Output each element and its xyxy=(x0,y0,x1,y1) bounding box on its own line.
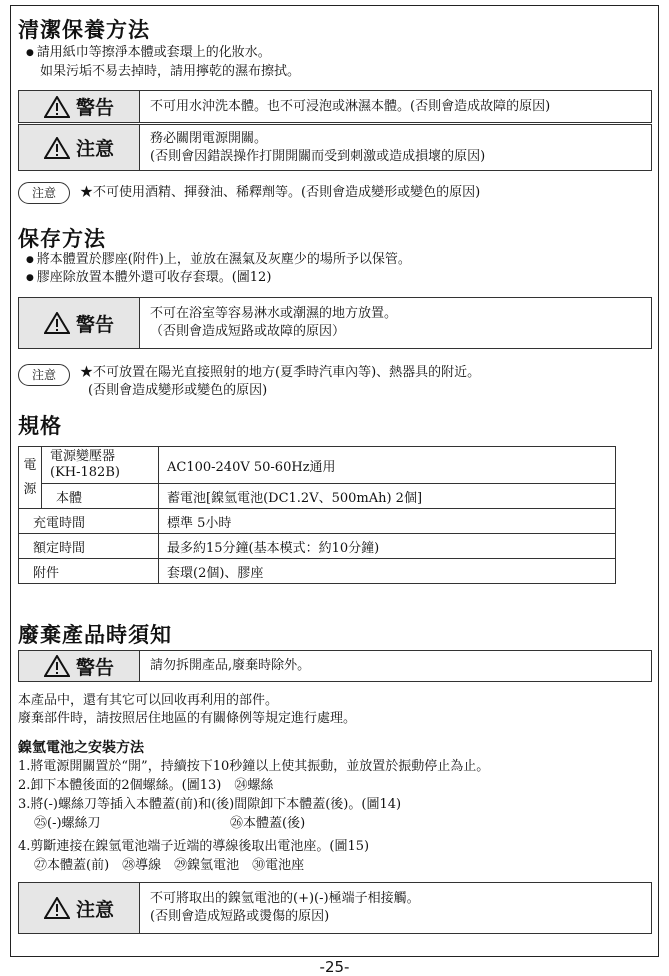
step-4: 4.剪斷連接在鎳氫電池端子近端的導線後取出電池座。(圖15) xyxy=(18,839,370,854)
adapter-model: (KH-182B) xyxy=(50,465,120,480)
accessory-value: 套環(2個)、膠座 xyxy=(159,559,616,584)
rated-value: 最多約15分鐘(基本模式：約10分鐘) xyxy=(159,534,616,559)
spec-table xyxy=(18,446,616,584)
caution-label xyxy=(19,125,140,170)
storage-warning-text-1: 不可在浴室等容易淋水或潮濕的地方放置。 xyxy=(150,306,398,321)
step-3-item-a: ㉕(-)螺絲刀 xyxy=(34,816,101,831)
caution-label-text: 注意 xyxy=(75,138,114,160)
warning-label xyxy=(19,651,140,681)
clean-caution-box xyxy=(18,124,652,171)
storage-title: 保存方法 xyxy=(18,227,106,251)
clean-note-badge: 注意 xyxy=(18,182,70,204)
warning-label-text: 警告 xyxy=(75,656,114,679)
adapter-label: 電源變壓器 xyxy=(50,449,116,464)
power-label-cell xyxy=(19,447,42,509)
clean-warning-box xyxy=(18,90,652,123)
body-value: 蓄電池[鎳氫電池(DC1.2V、500mAh) 2個] xyxy=(159,484,616,509)
storage-warning-box xyxy=(18,297,652,349)
adapter-label-cell xyxy=(42,447,159,484)
power-label-1: 電 xyxy=(23,457,37,473)
warning-triangle-icon xyxy=(44,312,70,334)
disposal-caution-text-2: (否則會造成短路或燙傷的原因) xyxy=(150,909,330,924)
disposal-caution-box xyxy=(18,882,652,934)
warning-label xyxy=(19,298,140,348)
storage-line-1: ● 將本體置於膠座(附件)上，並放在濕氣及灰塵少的場所予以保管。 xyxy=(26,251,411,269)
caution-triangle-icon xyxy=(44,897,70,919)
charge-value: 標準 5小時 xyxy=(159,509,616,534)
charge-label: 充電時間 xyxy=(19,509,159,534)
disposal-line-2: 廢棄部件時，請按照居住地區的有關條例等規定進行處理。 xyxy=(18,711,357,726)
caution-label-text: 注意 xyxy=(75,898,114,921)
caution-label xyxy=(19,883,140,933)
disposal-title: 廢棄產品時須知 xyxy=(18,623,172,647)
caution-triangle-icon xyxy=(44,137,70,159)
warning-label xyxy=(19,91,140,122)
clean-caution-text-1: 務必關閉電源開關。 xyxy=(150,130,268,146)
step-2: 2.卸下本體後面的2個螺絲。(圖13) ㉔螺絲 xyxy=(18,778,274,793)
disposal-caution-text-1: 不可將取出的鎳氫電池的(+)(-)極端子相接觸。 xyxy=(150,891,420,906)
step-1: 1.將電源開關置於“開”，持續按下10秒鐘以上使其振動，並放置於振動停止為止。 xyxy=(18,759,490,774)
disposal-line-1: 本產品中，還有其它可以回收再利用的部件。 xyxy=(18,693,279,708)
clean-line-1: ● 請用紙巾等擦淨本體或套環上的化妝水。 xyxy=(26,44,271,62)
accessory-label: 附件 xyxy=(19,559,159,584)
disposal-warning-box xyxy=(18,650,652,682)
warning-triangle-icon xyxy=(44,96,70,118)
warning-label-text: 警告 xyxy=(75,313,114,336)
clean-note-text: ★不可使用酒精、揮發油、稀釋劑等。(否則會造成變形或變色的原因) xyxy=(80,185,481,200)
adapter-value: AC100-240V 50-60Hz通用 xyxy=(159,447,616,484)
step-4-items: ㉗本體蓋(前) ㉘導線 ㉙鎳氫電池 ㉚電池座 xyxy=(34,858,305,873)
storage-note-text-2: (否則會造成變形或變色的原因) xyxy=(88,383,268,398)
disposal-warning-text: 請勿拆開產品,廢棄時除外。 xyxy=(150,658,311,673)
warning-triangle-icon xyxy=(44,655,70,677)
warning-label-text: 警告 xyxy=(75,97,114,119)
storage-note-text-1: ★不可放置在陽光直接照射的地方(夏季時汽車內等)、熱器具的附近。 xyxy=(80,365,481,380)
rated-label: 額定時間 xyxy=(19,534,159,559)
page-number: -25- xyxy=(319,958,350,976)
clean-caution-text-2: (否則會因錯誤操作打開開關而受到刺激或造成損壞的原因) xyxy=(150,148,486,164)
step-3: 3.將(-)螺絲刀等插入本體蓋(前)和(後)間隙卸下本體蓋(後)。(圖14) xyxy=(18,797,402,812)
power-label-2: 源 xyxy=(23,481,37,497)
step-3-item-b: ㉖本體蓋(後) xyxy=(230,816,306,831)
battery-subtitle: 鎳氫電池之安裝方法 xyxy=(18,740,144,756)
storage-line-2: ● 膠座除放置本體外還可收存套環。(圖12) xyxy=(26,269,271,287)
storage-note-badge: 注意 xyxy=(18,364,70,386)
clean-warning-text: 不可用水沖洗本體。也不可浸泡或淋濕本體。(否則會造成故障的原因) xyxy=(150,98,551,114)
body-label: 本體 xyxy=(42,484,159,509)
storage-warning-text-2: （否則會造成短路或故障的原因） xyxy=(150,324,346,339)
clean-line-2: 如果污垢不易去掉時，請用擰乾的濕布擦拭。 xyxy=(40,64,301,79)
clean-title: 清潔保養方法 xyxy=(18,18,150,42)
spec-title: 規格 xyxy=(18,414,62,438)
